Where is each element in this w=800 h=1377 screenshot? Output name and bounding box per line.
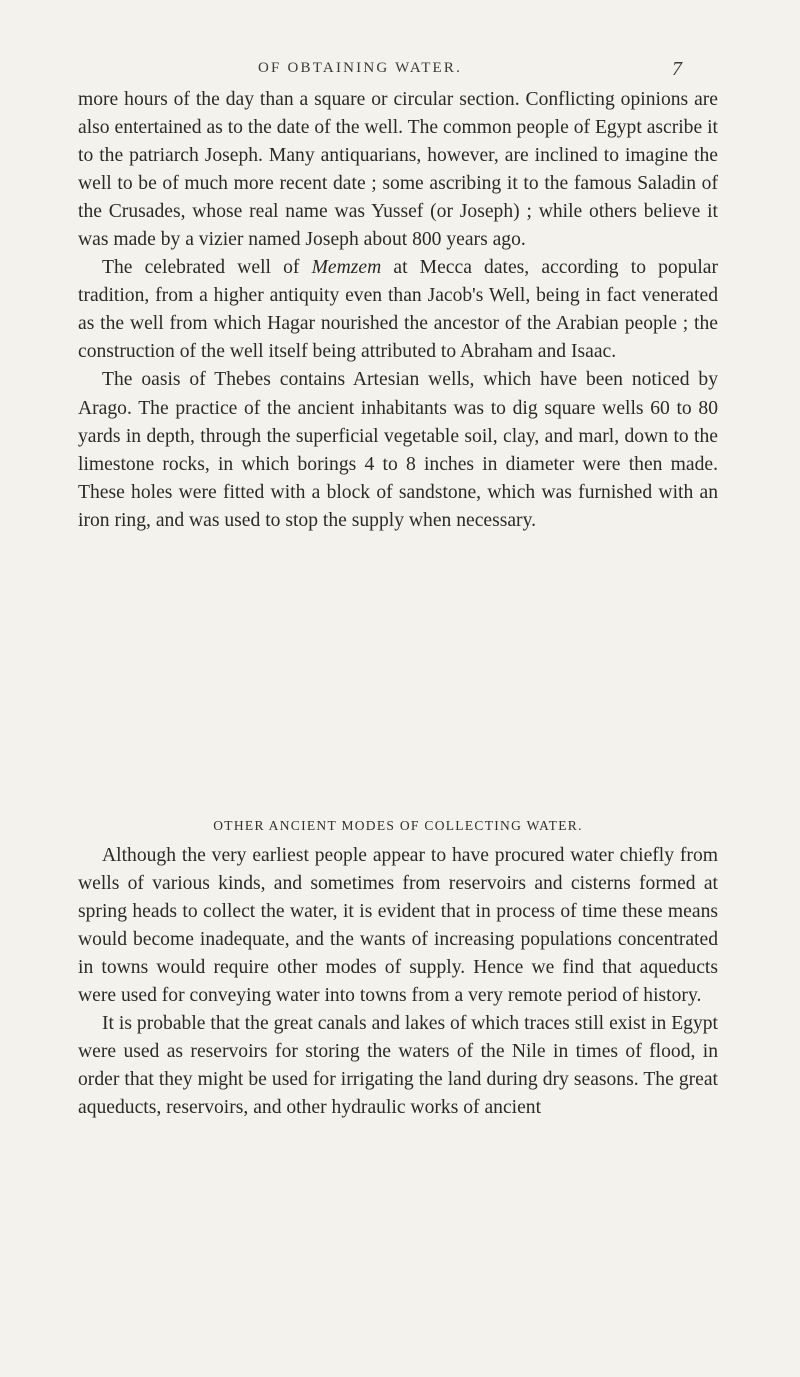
memzem-emphasis: Memzem xyxy=(311,257,382,279)
paragraph-egypt-canals: It is probable that the great canals and lakes of which traces still exist in Egypt were used as reservoirs for storing the waters of the Nile in times of flood, in order that they might be used for irrigating the land during dry seasons. The great aqueducts, reservoirs, and other hydraulic works of ancient xyxy=(78,1013,718,1119)
paragraph-thebes: The oasis of Thebes contains Artesian wells, which have been noticed by Arago. The practice of the ancient inhabitants was to dig square wells 60 to 80 yards in depth, through the superficial vegetable soil, clay, and marl, down to the limestone rocks, in which borings 4 to 8 inches in diameter were then made. These holes were fitted with a block of sandstone, which was furnished with an iron ring, and was used to stop the supply when necessary. xyxy=(78,369,718,531)
section-heading: OTHER ANCIENT MODES OF COLLECTING WATER. xyxy=(213,818,583,833)
paragraph-saladin: more hours of the day than a square or circular section. Conflicting opinions are also entertained as to the date of the well. The common people of Egypt ascribe it to the patriarch Joseph. Many antiquarians, however, are inclined to imagine the well to be of much more recent date ; some ascribing it to the famous Saladin of the Crusades, whose real name was Yussef (or Joseph) ; while others believe it was made by a vizier named Joseph about 800 years ago. xyxy=(78,89,718,251)
body-text-bottom xyxy=(78,842,718,1122)
body-text-top xyxy=(78,86,718,535)
memzem-rest: at Mecca dates, according to popular tradition, from a higher antiquity even than Jacob's Well, being in fact venerated as the well from which Hagar nourished the ancestor of the Arabian people ; the construction of the well itself being attributed to Abraham and Isaac. xyxy=(78,257,718,363)
page-number: 7 xyxy=(672,58,682,80)
running-head xyxy=(0,56,800,80)
running-title: OF OBTAINING WATER. xyxy=(258,60,463,76)
paragraph-memzem xyxy=(78,254,718,366)
memzem-lead: The celebrated well of xyxy=(102,257,312,279)
paragraph-early-supply: Although the very earliest people appear to have procured water chiefly from wells of various kinds, and sometimes from reservoirs and cisterns formed at spring heads to collect the water, it is evident that in process of time these means would become inadequate, and the wants of increasing populations concentrated in towns would require other modes of supply. Hence we find that aqueducts were used for conveying water into towns from a very remote period of history. xyxy=(78,845,718,1007)
